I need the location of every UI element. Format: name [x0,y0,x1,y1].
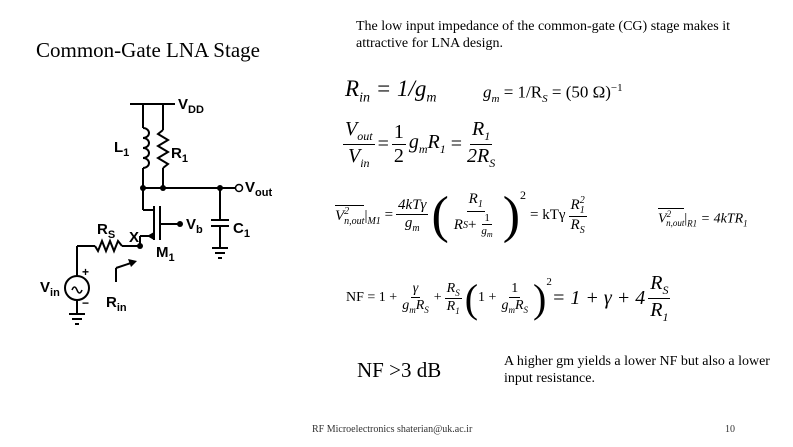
nf-statement: NF >3 dB [357,358,442,382]
m1-noise-equation: $V^2_{n,out}|_{M1}$ = $\frac{\text{4kTγ}}{g_m}$ ( $R_1$ R S + $\frac{1}{g_m}$ ) $^2$ = kTγ $\frac{R^2_1}{R_S}$ [335,187,585,244]
label-x-node: X [129,229,140,246]
svg-text:VDD: $V_{DD}$ [178,96,204,116]
label-rs: R [97,221,108,238]
svg-text:RS: $R_S$ [97,221,116,241]
intro-text: The low input impedance of the common-gate (CG) stage makes it attractive for LNA design. [356,19,731,51]
sine-icon [72,287,82,293]
transistor-arrow [147,232,154,240]
svg-text:M1: $M_1$ [156,244,175,264]
slide-title: Common-Gate LNA Stage [36,38,260,62]
label-rin: R [106,294,117,311]
svg-text:Vin: $V_{in}$ [40,279,60,299]
label-vdd: V [178,96,189,113]
common-gate-schematic [30,88,280,333]
svg-text:R1: $R_1$ [171,145,188,165]
nf-equation: NF = 1 + $\frac{\gamma}{g_mR_S}$ + $\frac{R_S}{R_1}$ ( 1 + $\frac{1}{g_mR_S}$ ) $^2$ = 1 + γ + 4 $\frac{R_S}{R_1}$ [346,272,669,324]
label-plus: + [82,265,90,279]
label-vb: V [186,216,197,233]
gm-equation: $g_m = 1/R_S = (50$ Ω)$^{-1}$ [483,82,623,106]
label-minus: − [82,296,90,310]
label-c1: C [233,220,244,237]
resistor-rs [95,241,122,251]
label-vin: V [40,279,51,296]
gain-equation: $\frac{V_{out}}{V_{in}}$ = $\frac{1}{2}$ $g_mR_1$ = $\frac{R_1}{2R_S}$ [345,118,496,170]
svg-text:Vout: $V_{out}$ [245,179,273,199]
svg-text:Vb: $V_b$ [186,216,203,236]
svg-text:L1: $L_1$ [114,139,130,159]
label-m1: M [156,244,169,261]
rin-equation: $R_{in} = 1/g_m$ [345,76,437,106]
label-r1: R [171,145,182,162]
footer-text: RF Microelectronics shaterian@uk.ac.ir [312,424,473,435]
svg-text:Rin: $R_{in}$ [106,294,127,314]
label-l1: L [114,139,124,156]
vout-terminal [236,185,243,192]
vb-terminal [177,221,183,227]
label-vout: V [245,179,256,196]
r1-noise-equation: $V^2_{n,out}|_{R1} = 4kTR_1$ [658,209,748,229]
page-number: 10 [725,424,735,435]
inductor-l1 [143,128,149,168]
ground-icon [69,248,228,324]
resistor-r1 [158,130,168,168]
svg-text:C1: $C_1$ [233,220,250,240]
gm-note: A higher gm yields a lower NF but also a lower input resistance. [504,354,770,386]
